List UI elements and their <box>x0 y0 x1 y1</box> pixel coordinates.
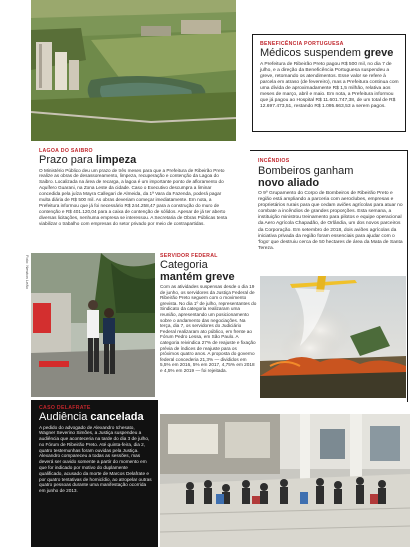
strike-illustration <box>31 253 155 397</box>
servidor-body: Com as atividades suspensas desde o dia 19 de junho, os servidores da Justiça Federal de Ribeirão Preto seguem com o movimento grevista. No dia 1º de julho, representantes do Sindicato da categoria realizaram uma reunião, apresentando um posicionamento sobre o andamento das negociações. Na terça, dia 7, os servidores do Judiciário Federal realizaram ato público, em frente ao Fórum Pedro Lessa, em São Paulo. A categoria reivindica 27% de reajuste e fixação prévia de índices de reajuste para os próximos quatro anos. A proposta do governo federal concederia 21,3% — divididos em 5,5% em 2016, 5% em 2017, 4,75% em 2018 e 4,5% em 2019 — foi rejeitada. <box>160 284 257 373</box>
delafrate-headline: Audiência cancelada <box>39 411 144 423</box>
hall-crowd-illustration <box>160 414 410 547</box>
incendios-body: O 9º Grupamento do Corpo de Bombeiros de Ribeirão Preto e região está ampliando a parceria com aeroclubes, empresas e proprietários rurais para que cedam aviões agrícolas para atuar no combate a incêndios de grandes proporções. Esta semana, a instituição ministrou treinamento para pilotos e equipe operacional da Aero Agrícola Chapadão, de Orlândia, um dos novos parceiros da Corporação. Em setembro de 2018, dois aviões agrícolas da iniciativa privada da região foram essenciais para ajudar com o 'fogo' que destruiu cerca de 50 hectares de área da Mata de Santa Tereza. <box>258 191 403 251</box>
lagoa-body: O Ministério Público deu um prazo de três meses para que a Prefeitura de Ribeirão Preto realize as obras de desassoreamento, limpeza, recuperação e contenção da Lagoa do Saibro. Localizada na área de recarga, a lagoa é um importante ponto de afloramento do Aquífero Guarani, na Zona Leste da cidade. Caso o Executivo descumpra a liminar concedida pela juíza Mayra Callegari de Almeida, da 1ª Vara da Fazenda, poderá pagar multa diária de R$ 500 mil. As obras deveriam começar imediatamente. Em nota, a Prefeitura informou que já foi necessário R$ 244.258,47 para a construção do muro de contenção e R$ 401.120,04 para a caixa de contenção de sólidos. Apesar de já ter aberto diversas licitações, nenhuma empresa se interessou. A Secretaria de Obras Públicas tenta viabilizar o trabalho com empresas do setor privado por meio de contrapartidas. <box>39 167 228 226</box>
incendios-kicker: INCÊNDIOS <box>258 158 290 164</box>
plane-fire-photo <box>260 276 406 398</box>
incendios-article <box>258 158 404 278</box>
beneficencia-body: A Prefeitura de Ribeirão Preto pagou R$ 500 mil, no dia 7 de julho, e a direção da Beneficência Portuguesa suspendeu a greve, retomando os atendimentos. Esse valor se refere à parcela em atraso (de fevereiro), mas a Prefeitura continua com uma dívida de aproximadamente R$ 1,5 milhão, relativa aos meses de março, abril e maio. Em nota, a Prefeitura informou que já pagou ao Hospital R$ 11.601.747,38, de um total de R$ 12.697.473,51, restando R$ 1.095.663,53 a serem pagos. <box>260 61 399 110</box>
incendios-frame-top <box>250 150 408 151</box>
incendios-frame-right <box>407 150 408 402</box>
servidor-headline: Categoria mantém greve <box>160 259 235 283</box>
servidor-kicker: SERVIDOR FEDERAL <box>160 253 218 259</box>
hall-crowd-photo <box>160 414 410 547</box>
beneficencia-kicker: BENEFICÊNCIA PORTUGUESA <box>260 41 344 47</box>
plane-fire-illustration <box>260 276 406 398</box>
beneficencia-headline: Médicos suspendem greve <box>260 47 394 59</box>
delafrate-kicker: CASO DELAFRATE <box>39 405 91 411</box>
photo-credit: Foto: Newton Leão <box>25 255 30 289</box>
delafrate-body: A pedido do advogado de Alexandro Ichesato, Wagner Severino Simões, a Justiça suspendeu a audiência que aconteceria na tarde do dia 3 de julho, no Fórum de Ribeirão Preto. Até quinta-feira, dia 2, quatro testemunhas foram ouvidas pela Justiça. Alexandro compareceu a todas as sessões, mas deverá ser ouvido somente a partir do momento em que for indicado por motivo do duplamente qualificado, acusado da morte de Marcos Delafrate e por quatro tentativas de homicídio, ao atropelar outras quatro pessoas durante uma manifestação ocorrida em junho de 2013. <box>39 424 152 494</box>
lagoa-kicker: LAGOA DO SAIBRO <box>39 148 93 154</box>
lagoa-aerial-illustration <box>31 0 236 141</box>
servidor-article <box>160 253 257 413</box>
lagoa-article <box>39 148 233 236</box>
lagoa-headline: Prazo para limpeza <box>39 154 137 166</box>
person-figure <box>87 300 99 372</box>
incendios-headline: Bombeiros ganham novo aliado <box>258 165 354 189</box>
beneficencia-article <box>252 34 406 132</box>
strike-photo <box>31 253 155 397</box>
delafrate-article <box>31 400 158 547</box>
lagoa-aerial-photo <box>31 0 236 141</box>
